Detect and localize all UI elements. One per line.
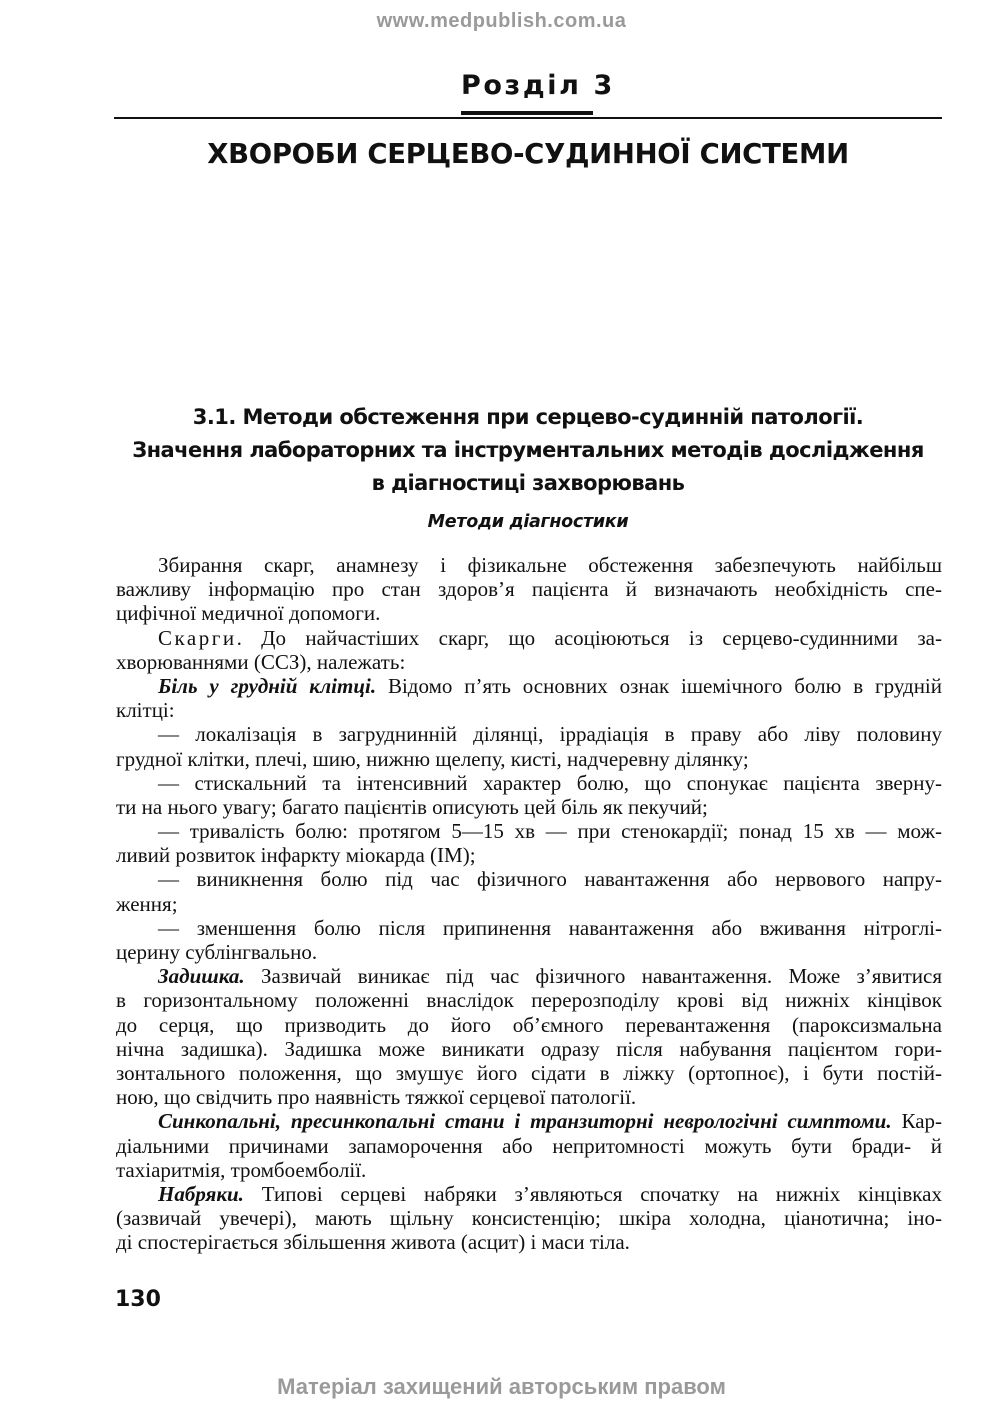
section-heading-line: в діагностиці захворювань — [371, 471, 685, 495]
text-line — [116, 674, 942, 698]
text-line: важливу інформацію про стан здоров’я пацієнта й визначають необхідність спе- — [116, 577, 942, 602]
term-complaints: Скарги — [158, 625, 237, 650]
section-heading — [114, 401, 942, 500]
text-run: Відомо п’ять основних ознак ішемічного болю в грудній — [376, 673, 943, 698]
text-line: тахіаритмія, тромбоемболії. — [116, 1157, 367, 1182]
page-number: 130 — [115, 1287, 161, 1312]
text-run: Типові серцеві набряки з’являються спочатку на нижніх кінцівках — [243, 1181, 942, 1206]
list-item-line: — зменшення болю після припинення навантаження або вживання нітроглі- — [158, 915, 942, 940]
text-line: ді спостерігається збільшення живота (асцит) і маси тіла. — [116, 1230, 630, 1255]
text-run: Зазвичай виникає під час фізичного навантаження. Може з’явитися — [244, 964, 942, 989]
list-item-line: грудної клітки, плечі, шию, нижню щелепу, кисті, надчеревну ділянку; — [116, 746, 749, 771]
section-heading-line: 3.1. Методи обстеження при серцево-судинній патології. — [192, 405, 864, 429]
text-line: ною, що свідчить про наявність тяжкої серцевої патології. — [116, 1085, 637, 1110]
text-line: нічна задишка). Задишка може виникати одразу після набування пацієнтом гори- — [116, 1036, 942, 1061]
list-item-line: — стискальний та інтенсивний характер болю, що спонукає пацієнта зверну- — [158, 770, 942, 795]
term-syncope: Синкопальні, пресинкопальні стани і транзиторні неврологічні симптоми. — [158, 1109, 892, 1134]
text-line: діальними причинами запаморочення або непритомності можуть бути бради- й — [116, 1133, 942, 1158]
header-rule — [114, 117, 942, 119]
text-line — [116, 964, 942, 988]
text-line: до серця, що призводить до його об’ємного перевантаження (пароксизмальна — [116, 1012, 942, 1037]
text-line — [116, 1109, 942, 1133]
subheading: Методи діагностики — [427, 512, 629, 532]
list-item-line: ти на нього увагу; багато пацієнтів описують цей біль як пекучий; — [116, 794, 708, 819]
list-item-line: — виникнення болю під час фізичного навантаження або нервового напру- — [158, 867, 942, 892]
term-dyspnea: Задишка. — [158, 964, 245, 989]
text-line: клітці: — [116, 698, 175, 723]
list-item-line: церину сублінгвально. — [116, 940, 318, 964]
list-item-line: ливий розвиток інфаркту міокарда (ІМ); — [116, 843, 476, 868]
text-line: хворюваннями (ССЗ), належать: — [116, 649, 406, 674]
text-line: Збирання скарг, анамнезу і фізикальне обстеження забезпечують найбільш — [158, 553, 942, 577]
list-item-line: ження; — [116, 891, 178, 916]
section-heading-line: Значення лабораторних та інструментальних методів дослідження — [132, 438, 924, 462]
text-line — [116, 626, 942, 650]
term-edema: Набряки. — [158, 1181, 244, 1206]
part-label: Розділ 3 — [461, 70, 615, 101]
body-text — [116, 553, 942, 1254]
text-line: (зазвичай увечері), мають щільну консистенцію; шкіра холодна, ціанотична; іно- — [116, 1206, 942, 1231]
text-run: . До найчастіших скарг, що асоціюються із серцево-судинними за- — [236, 625, 942, 650]
text-line — [116, 1182, 942, 1206]
text-run: Кар- — [891, 1109, 943, 1134]
list-item-line: — тривалість болю: протягом 5—15 хв — при стенокардії; понад 15 хв — мож- — [158, 819, 942, 844]
term-chest-pain: Біль у грудній клітці. — [158, 673, 377, 698]
list-item-line: — локалізація в загруднинній ділянці, іррадіація в праву або ліву половину — [158, 722, 942, 747]
text-line: в горизонтальному положенні внаслідок перерозподілу крові від нижніх кінцівок — [116, 988, 942, 1013]
watermark-url: www.medpublish.com.ua — [376, 10, 627, 32]
text-line: зонтального положення, що змушує його сідати в ліжку (ортопноє), і бути постій- — [116, 1060, 942, 1085]
chapter-title: ХВОРОБИ СЕРЦЕВО-СУДИННОЇ СИСТЕМИ — [207, 138, 849, 170]
copyright-watermark: Матеріал захищений авторським правом — [277, 1374, 726, 1399]
text-line: цифічної медичної допомоги. — [116, 601, 381, 626]
part-underline — [461, 111, 593, 115]
